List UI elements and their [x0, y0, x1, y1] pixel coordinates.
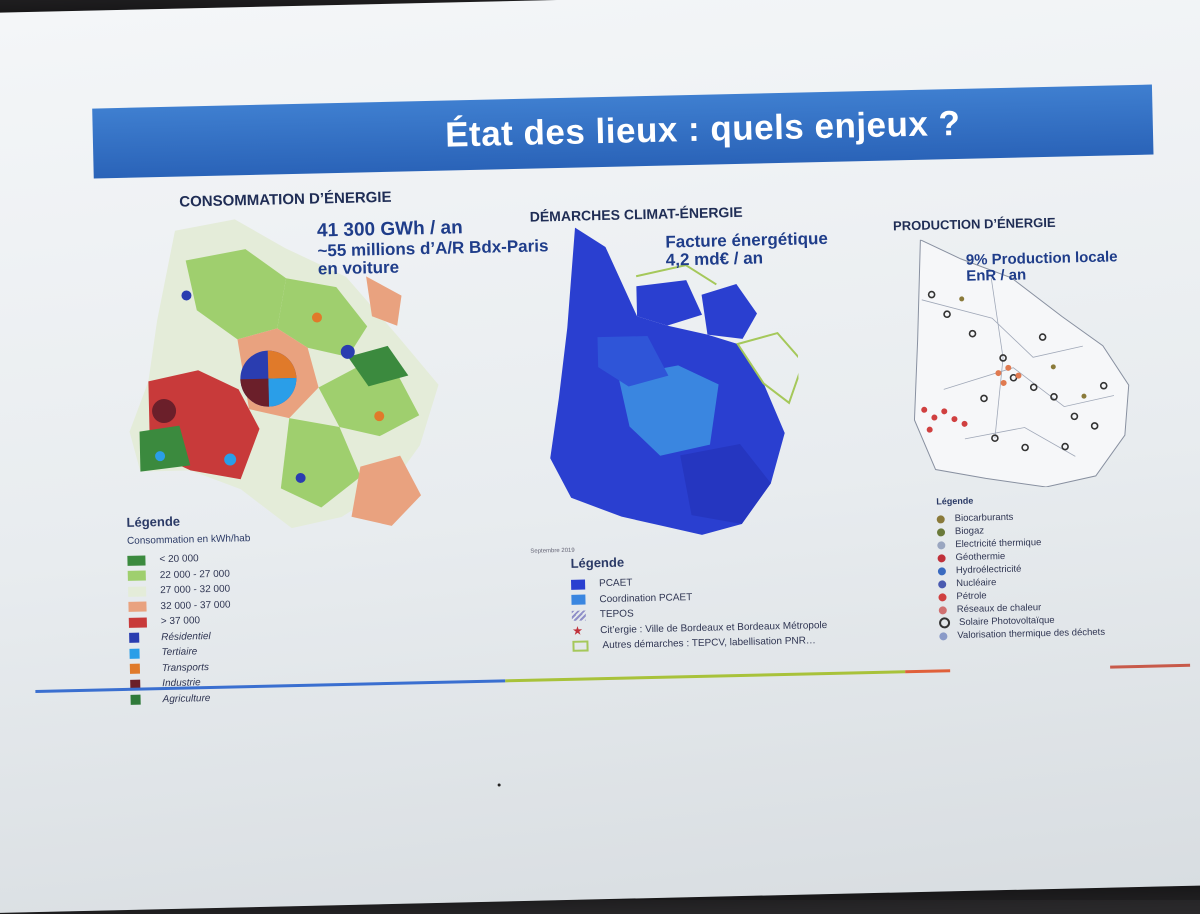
legend-label: Agriculture: [162, 692, 211, 705]
consommation-heading: CONSOMMATION D’ÉNERGIE: [179, 188, 392, 211]
production-share: 9% Production locale: [965, 248, 1118, 269]
legend-dot: [939, 606, 947, 614]
legend-subtitle: Consommation en kWh/hab: [126, 533, 251, 547]
production-share-suffix: EnR / an: [966, 266, 1027, 285]
facture-label: Facture énergétique: [665, 228, 829, 252]
demarches-legend: [570, 550, 827, 654]
star-icon: ★: [572, 623, 584, 639]
facture-value: 4,2 md€ / an: [665, 248, 764, 270]
legend-label: Résidentiel: [161, 630, 211, 643]
legend-item: [939, 626, 1105, 643]
footer-segment-orange: [905, 669, 950, 673]
legend-swatch: [129, 648, 139, 658]
legend-ring: [939, 617, 950, 628]
legend-label: Industrie: [162, 677, 201, 690]
legend-label: Solaire Photovoltaïque: [958, 614, 1055, 629]
legend-swatch: [128, 586, 146, 596]
footer-segment-blue: [35, 679, 505, 693]
legend-swatch: [128, 602, 146, 612]
legend-label: 32 000 - 37 000: [160, 599, 231, 612]
consommation-figures: [317, 216, 549, 278]
legend-label: Hydroélectricité: [955, 563, 1022, 577]
legend-swatch: [571, 595, 585, 605]
demarches-heading: DÉMARCHES CLIMAT-ÉNERGIE: [529, 203, 743, 225]
legend-label: Valorisation thermique des déchets: [957, 626, 1106, 642]
consommation-total: 41 300 GWh / an: [316, 217, 463, 242]
legend-swatch: [572, 641, 588, 652]
legend-dot: [937, 541, 945, 549]
legend-label: Biogaz: [954, 525, 985, 538]
pointer-dot: [498, 783, 501, 786]
legend-label: Cit’ergie : Ville de Bordeaux et Bordeaux Métropole: [600, 619, 828, 636]
legend-title: Légende: [126, 513, 181, 530]
legend-label: Electricité thermique: [955, 537, 1042, 551]
legend-label: > 37 000: [160, 615, 201, 628]
title-band: [92, 85, 1153, 179]
legend-label: < 20 000: [159, 553, 199, 566]
legend-label: Nucléaire: [956, 577, 997, 590]
legend-title: Légende: [570, 554, 625, 571]
legend-dot: [938, 580, 946, 588]
production-heading: PRODUCTION D’ÉNERGIE: [892, 214, 1056, 234]
legend-dot: [938, 554, 946, 562]
legend-swatch: [129, 633, 139, 643]
legend-label: TEPOS: [599, 608, 634, 621]
legend-swatch: [131, 695, 141, 705]
demarches-figures: [665, 230, 828, 270]
legend-swatch: [127, 555, 145, 565]
legend-item: [130, 690, 254, 708]
legend-dot: [938, 567, 946, 575]
legend-label: Coordination PCAET: [599, 591, 693, 605]
legend-dot: [939, 632, 947, 640]
legend-dot: [937, 515, 945, 523]
production-legend: [936, 493, 1105, 643]
legend-label: Tertiaire: [161, 646, 198, 659]
legend-swatch: [571, 579, 585, 589]
legend-label: Réseaux de chaleur: [956, 602, 1042, 616]
legend-swatch: [129, 617, 147, 627]
consommation-equivalent: ~55 millions d’A/R Bdx-Paris: [317, 235, 549, 261]
demarches-map: [535, 223, 802, 549]
legend-swatch: [130, 664, 140, 674]
legend-label: 27 000 - 32 000: [160, 583, 231, 597]
slide-title: État des lieux : quels enjeux ?: [444, 103, 961, 155]
footer-segment-green: [505, 670, 905, 682]
footer-segment-red: [1110, 664, 1190, 669]
date-note: Septembre 2019: [530, 547, 575, 555]
legend-swatch: [128, 571, 146, 581]
legend-swatch: [572, 610, 586, 620]
legend-label: Transports: [161, 661, 210, 674]
legend-dot: [937, 528, 945, 536]
consommation-equivalent-suffix: en voiture: [317, 257, 400, 279]
production-figures: [966, 249, 1118, 285]
consommation-legend: [126, 512, 254, 708]
legend-title: Légende: [936, 495, 974, 507]
legend-label: Géothermie: [955, 550, 1006, 564]
legend-label: Biocarburants: [954, 511, 1014, 525]
legend-dot: [938, 593, 946, 601]
legend-label: Pétrole: [956, 590, 987, 603]
legend-label: PCAET: [598, 577, 633, 590]
legend-label: 22 000 - 27 000: [159, 568, 230, 581]
legend-label: Autres démarches : TEPCV, labellisation PNR…: [602, 635, 817, 652]
